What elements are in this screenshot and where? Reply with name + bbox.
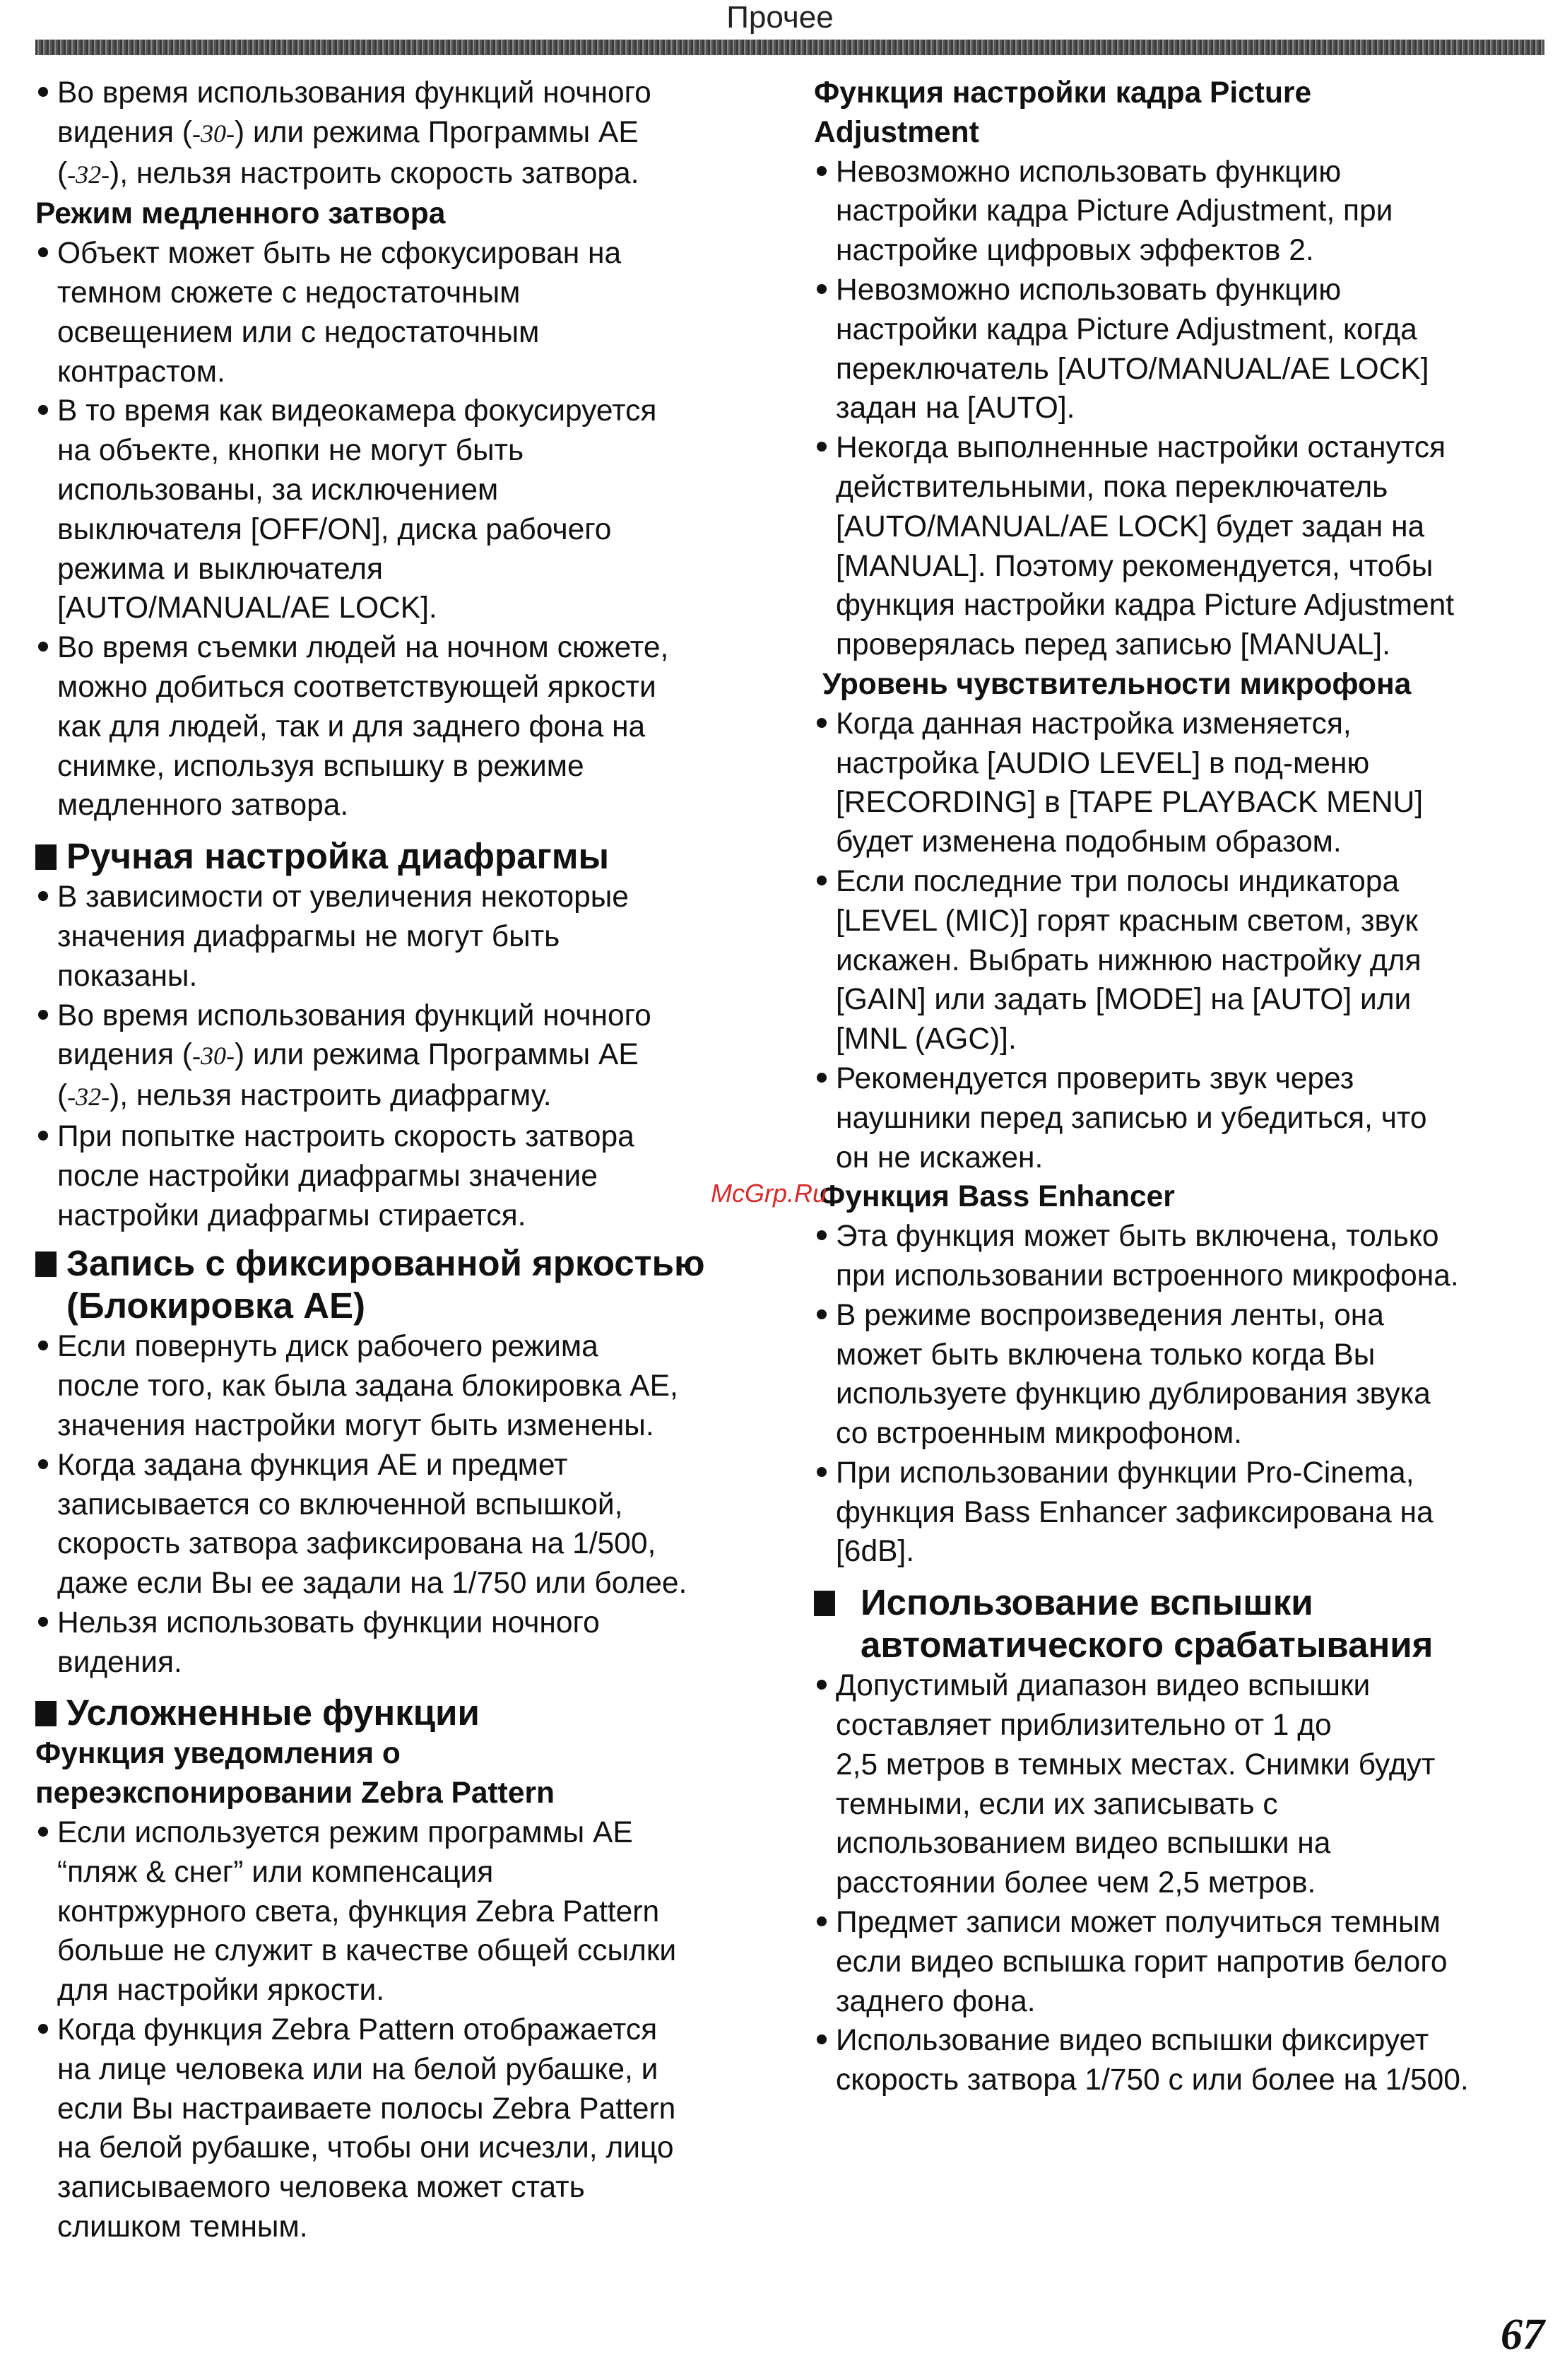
slow-shutter-heading: Режим медленного затвора [35,197,446,231]
bullet-line: Во время использования функций ночного [35,73,763,113]
picture-adjustment-heading-line2: Adjustment [814,115,979,149]
bullet-line: больше не служит в качестве общей ссылки [57,1934,677,1968]
bullet-line: как для людей, так и для заднего фона на [57,709,646,743]
bullet-line: Объект может быть не сфокусирован на [35,234,763,273]
page-ref: -30- [191,1042,235,1071]
bullet-group [35,2010,763,2247]
bullet-line: записывается со включенной вспышкой, [57,1488,623,1521]
bullet-line: Невозможно использовать функцию [814,153,1546,192]
bullet-line: на белой рубашке, чтобы они исчезли, лицо [57,2131,674,2165]
page-ref: -32- [67,160,110,189]
bullet-group [35,878,763,996]
aperture-heading: Ручная настройка диафрагмы [35,835,763,878]
bullet-group [35,628,763,825]
bullet-line: для настройки яркости. [57,1974,385,2008]
bullet-line: использованием видео вспышки на [836,1827,1331,1861]
bullet-line: переключатель [AUTO/MANUAL/AE LOCK] [836,352,1429,386]
bullet-line: функция настройки кадра Picture Adjustment [836,589,1455,623]
bullet-line: (-32-), нельзя настроить диафрагму. [57,1079,552,1113]
bullet-line: настройке цифровых эффектов 2. [836,234,1314,268]
bullet-group [814,428,1546,665]
bullet-line: если видео вспышка горит напротив белого [836,1945,1448,1979]
watermark: McGrp.Ru [711,1179,827,1208]
bullet-group [814,862,1546,1059]
bullet-line: [6dB]. [836,1535,915,1569]
ae-lock-section [35,1242,763,1682]
bullet-group [814,1296,1546,1454]
bullet-line: [RECORDING] в [TAPE PLAYBACK MENU] [836,786,1424,820]
zebra-heading-line2: переэкспонировании Zebra Pattern [35,1777,555,1810]
bullet-line: снимке, используя вспышку в режиме [57,749,584,783]
bullet-group [814,1217,1546,1296]
bullet-line: составляет приблизительно от 1 до [836,1709,1332,1743]
bullet-line: 2,5 метров в темных местах. Снимки будут [836,1748,1436,1781]
bullet-group [35,1117,763,1235]
page-number: 67 [1501,2311,1544,2359]
bullet-line: использованы, за исключением [57,473,499,507]
bullet-group [814,153,1546,271]
bullet-line: медленного затвора. [57,789,349,823]
bass-enhancer-section [814,1177,1546,1572]
bullet-line: режима и выключателя [57,552,383,586]
bullet-line: можно добиться соответствующей яркости [57,670,656,704]
bullet-line: (-32-), нельзя настроить скорость затвора. [57,156,639,190]
bullet-line: контржурного света, функция Zebra Pattern [57,1895,660,1928]
bullet-line: скорость затвора 1/750 с или более на 1/500. [836,2063,1469,2097]
bullet-line: Использование видео вспышки фиксирует [814,2021,1546,2061]
bullet-group [814,1903,1546,2021]
bullet-line: настройка [AUDIO LEVEL] в под-меню [836,746,1370,780]
bullet-line: Предмет записи может получиться темным [814,1903,1546,1943]
mic-level-heading: Уровень чувствительности микрофона [822,667,1412,701]
advanced-heading: Усложненные функции [35,1692,763,1734]
picture-adjustment-heading: Функция настройки кадра Picture [814,76,1312,110]
bullet-line: выключателя [OFF/ON], диска рабочего [57,512,612,546]
bullet-line: В то время как видеокамера фокусируется [35,391,763,431]
bullet-line: [GAIN] или задать [MODE] на [AUTO] или [836,983,1412,1017]
bullet-line: на лице человека или на белой рубашке, и [57,2052,658,2086]
bullet-line: расстоянии более чем 2,5 метров. [836,1866,1316,1900]
bullet-line: [AUTO/MANUAL/AE LOCK] будет задан на [836,509,1425,543]
bullet-group [814,1059,1546,1177]
bullet-line: В зависимости от увеличения некоторые [35,878,763,917]
bullet-line: Некогда выполненные настройки останутся [814,428,1546,468]
bass-enhancer-heading: Функция Bass Enhancer [820,1180,1175,1214]
bullet-line: В режиме воспроизведения ленты, она [814,1296,1546,1336]
bullet-line: Невозможно использовать функцию [814,271,1546,310]
picture-adjustment-section [814,73,1546,665]
bullet-line: [MANUAL]. Поэтому рекомендуется, чтобы [836,549,1434,583]
section-marker-icon [35,1251,57,1277]
bullet-line: со встроенным микрофоном. [836,1417,1242,1451]
bullet-line: Рекомендуется проверить звук через [814,1059,1546,1099]
bullet-line: значения настройки могут быть изменены. [57,1408,654,1442]
bullet-line: после настройки диафрагмы значение [57,1159,598,1193]
bullet-group [814,705,1546,862]
auto-flash-heading-line2: автоматического срабатывания [861,1625,1434,1666]
bullet-line: действительными, пока переключатель [836,470,1388,504]
bullet-line: при использовании встроенного микрофона. [836,1259,1459,1292]
page-ref: -30- [191,119,235,148]
bullet-group [35,391,763,628]
bullet-line: “пляж & снег” или компенсация [57,1855,494,1889]
ae-lock-heading: Запись с фиксированной яркостью [35,1242,763,1285]
slow-shutter-section [35,194,763,825]
bullet-group [35,234,763,391]
bullet-line: видения. [57,1645,182,1679]
bullet-line: используете функцию дублирования звука [836,1377,1431,1411]
page-ref: -32- [67,1083,110,1112]
bullet-group [35,1446,763,1603]
bullet-line: Когда функция Zebra Pattern отображается [35,2010,763,2050]
bullet-line: проверялась перед записью [MANUAL]. [836,628,1390,662]
bullet-line: он не искажен. [836,1141,1044,1174]
bullet-line: функция Bass Enhancer зафиксирована на [836,1495,1434,1529]
bullet-line: Допустимый диапазон видео вспышки [814,1666,1546,1706]
bullet-line: Во время использования функций ночного [35,996,763,1036]
bullet-line: на объекте, кнопки не могут быть [57,434,524,468]
bullet-group [35,1327,763,1445]
bullet-line: скорость затвора зафиксирована на 1/500, [57,1527,656,1561]
auto-flash-heading: Использование вспышки [814,1581,1546,1624]
ae-lock-heading-line2: (Блокировка АЕ) [66,1285,365,1326]
bullet-line: настройки кадра Picture Adjustment, когда [836,312,1417,346]
bullet-line: При попытке настроить скорость затвора [35,1117,763,1157]
left-column [35,73,763,2247]
aperture-section [35,835,763,1235]
bullet-line: Эта функция может быть включена, только [814,1217,1546,1256]
section-marker-icon [35,844,57,870]
bullet-line: Если последние три полосы индикатора [814,862,1546,902]
intro-bullet [35,73,763,194]
bullet-line: Когда данная настройка изменяется, [814,705,1546,744]
bullet-line: Когда задана функция АЕ и предмет [35,1446,763,1485]
section-marker-icon [35,1701,57,1726]
bullet-line: Если повернуть диск рабочего режима [35,1327,763,1367]
bullet-line: При использовании функции Pro-Cinema, [814,1454,1546,1493]
bullet-line: Во время съемки людей на ночном сюжете, [35,628,763,668]
bullet-line: видения (-30-) или режима Программы АЕ [57,115,639,149]
bullet-line: заднего фона. [836,1984,1036,2018]
bullet-line: даже если Вы ее задали на 1/750 или более. [57,1567,687,1601]
bullet-group [814,1666,1546,1903]
bullet-line: если Вы настраиваете полосы Zebra Pattern [57,2092,676,2126]
bullet-line: показаны. [57,959,198,993]
auto-flash-section [814,1581,1546,2100]
bullet-line: [AUTO/MANUAL/AE LOCK]. [57,591,437,625]
bullet-line: может быть включена только когда Вы [836,1338,1376,1372]
bullet-line: настройки диафрагмы стирается. [57,1198,526,1232]
bullet-line: наушники перед записью и убедиться, что [836,1101,1427,1135]
bullet-line: [LEVEL (MIC)] горят красным светом, звук [836,904,1418,938]
aperture-bullet-2 [35,996,763,1117]
bullet-line: искажен. Выбрать нижнюю настройку для [836,943,1422,977]
bullet-line: после того, как была задана блокировка АЕ, [57,1369,678,1403]
bullet-line: слишком темным. [57,2210,308,2244]
section-marker-icon [814,1591,835,1616]
header-band [35,40,1544,55]
bullet-line: значения диафрагмы не могут быть [57,919,560,953]
bullet-line: записываемого человека может стать [57,2171,585,2205]
bullet-line: темными, если их записывать с [836,1787,1278,1821]
bullet-line: Если используется режим программы АЕ [35,1813,763,1853]
bullet-line: задан на [AUTO]. [836,391,1075,425]
right-column [814,73,1546,2100]
bullet-line: будет изменена подобным образом. [836,825,1342,859]
bullet-line: [MNL (AGC)]. [836,1023,1017,1056]
bullet-line: контрастом. [57,355,225,389]
bullet-group [814,1454,1546,1572]
zebra-heading: Функция уведомления о [35,1737,401,1771]
bullet-line: освещением или с недостаточным [57,315,540,349]
bullet-line: настройки кадра Picture Adjustment, при [836,194,1393,228]
bullet-group [35,1603,763,1683]
page-header-title: Прочее [726,0,834,35]
bullet-group [814,271,1546,428]
bullet-group [35,1813,763,2010]
mic-level-section [814,665,1546,1177]
bullet-line: Нельзя использовать функции ночного [35,1603,763,1643]
advanced-section [35,1692,763,2246]
bullet-line: видения (-30-) или режима Программы АЕ [57,1038,639,1072]
bullet-group [814,2021,1546,2100]
bullet-line: темном сюжете с недостаточным [57,276,521,310]
